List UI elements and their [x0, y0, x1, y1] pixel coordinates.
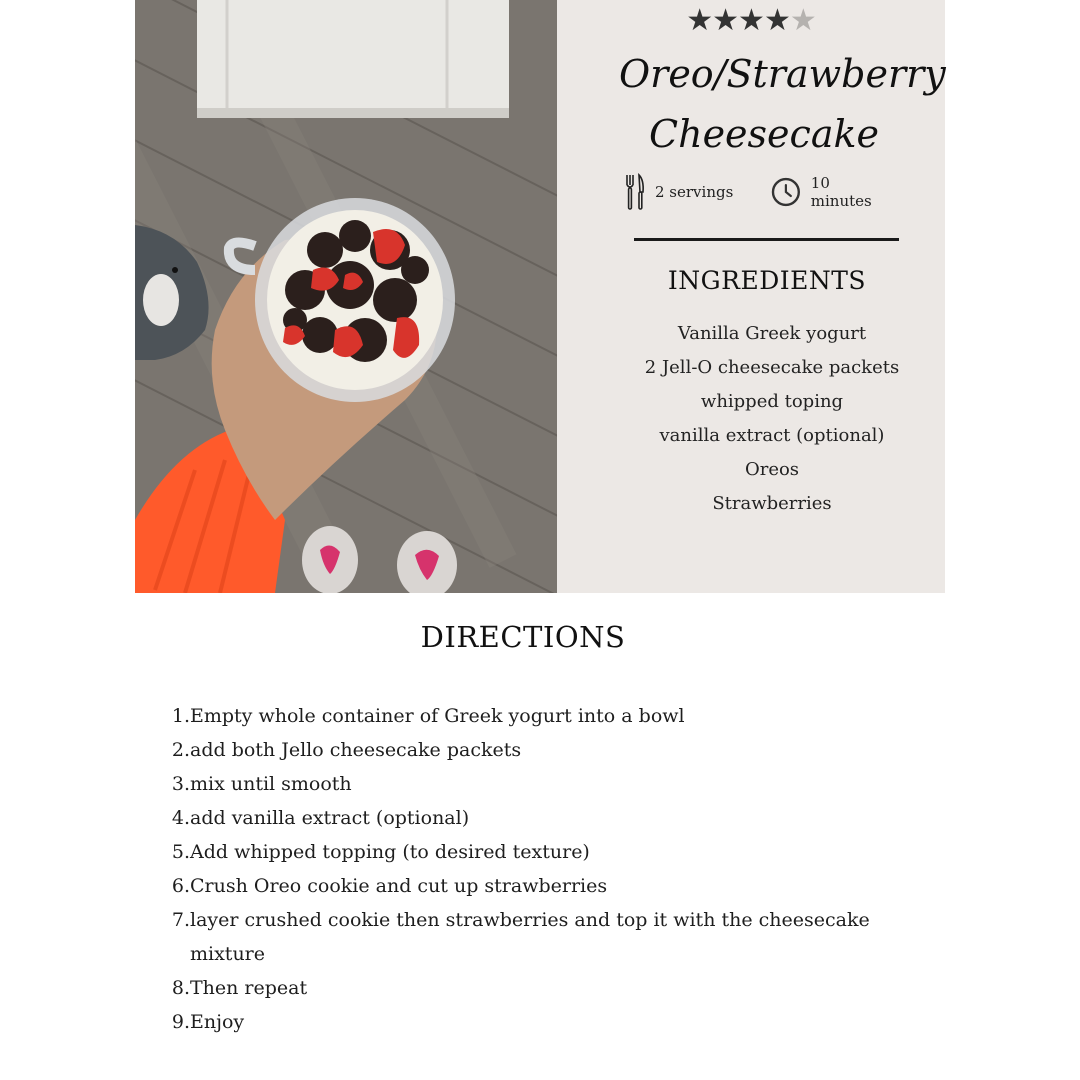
direction-step: [160, 733, 880, 767]
fork-knife-icon: [625, 172, 645, 212]
directions-list: [160, 699, 880, 1039]
ingredients-heading: INGREDIENTS: [667, 266, 867, 295]
step-number: 8.: [171, 977, 190, 999]
star-empty-icon: ★: [789, 3, 816, 38]
recipe-meta: [625, 172, 895, 212]
time-info: [771, 172, 895, 212]
direction-step: [160, 1005, 880, 1039]
recipe-title-line-2: Cheesecake: [649, 112, 879, 156]
recipe-photo-illustration: [135, 0, 557, 593]
recipe-info-panel: [557, 0, 945, 593]
step-number: 6.: [171, 875, 190, 897]
star-filled-icon: ★: [763, 3, 790, 38]
direction-step: [160, 699, 880, 733]
direction-step: [160, 801, 880, 835]
direction-step: [160, 971, 880, 1005]
star-filled-icon: ★: [738, 3, 764, 38]
step-number: 2.: [171, 739, 190, 761]
step-number: 4.: [171, 807, 190, 829]
step-number: 9.: [171, 1011, 190, 1033]
clock-icon: [771, 177, 801, 207]
recipe-photo: [135, 0, 557, 593]
step-number: 1.: [171, 705, 190, 727]
direction-step: [160, 767, 880, 801]
divider: [634, 238, 899, 241]
step-number: 3.: [171, 773, 190, 795]
step-text: mix until smooth: [190, 773, 352, 795]
ingredient-item: vanilla extract (optional): [659, 425, 885, 446]
recipe-title: [619, 44, 946, 164]
servings-info: [625, 172, 733, 212]
step-number: 5.: [171, 841, 190, 863]
step-text: Enjoy: [190, 1011, 245, 1033]
step-text: add both Jello cheesecake packets: [190, 739, 522, 761]
star-filled-icon: ★: [712, 3, 739, 38]
ingredient-item: 2 Jell-O cheesecake packets: [644, 357, 900, 378]
step-text: Then repeat: [190, 977, 308, 999]
step-text: add vanilla extract (optional): [190, 807, 470, 829]
star-rating: [557, 4, 945, 38]
direction-step: [160, 835, 880, 869]
step-number: 7.: [171, 909, 190, 931]
step-text: Crush Oreo cookie and cut up strawberries: [190, 875, 608, 897]
ingredient-item: whipped toping: [700, 391, 844, 412]
direction-step: [160, 903, 880, 971]
recipe-title-line-1: Oreo/Strawberry: [619, 52, 946, 96]
step-text: Empty whole container of Greek yogurt into a bowl: [190, 705, 685, 727]
ingredients-list: [557, 317, 987, 521]
step-text: layer crushed cookie then strawberries and top it with the cheesecake mixture: [190, 909, 870, 965]
servings-text: 2 servings: [655, 183, 734, 201]
time-text: 10 minutes: [810, 174, 872, 210]
ingredient-item: Strawberries: [712, 493, 832, 514]
ingredient-item: Oreos: [744, 459, 800, 480]
step-text: Add whipped topping (to desired texture): [190, 841, 590, 863]
star-filled-icon: ★: [686, 3, 713, 38]
ingredient-item: Vanilla Greek yogurt: [677, 323, 867, 344]
direction-step: [160, 869, 880, 903]
directions-heading: DIRECTIONS: [420, 620, 626, 654]
